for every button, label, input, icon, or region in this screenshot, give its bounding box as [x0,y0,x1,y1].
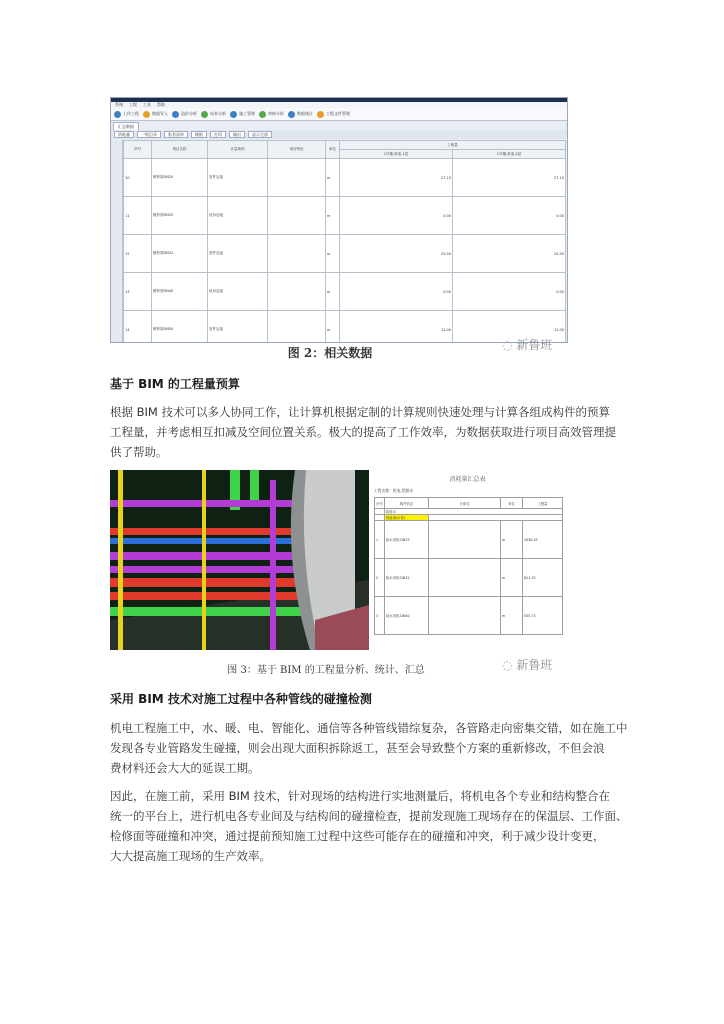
green-pipe [250,470,259,500]
watermark-text: 新鲁班 [516,338,553,352]
sheet-cell-unit: m [501,597,523,635]
cell-no: 14 [124,311,152,344]
paragraph-line: 费材料还会大大的延误工期。 [110,761,260,775]
import-icon [143,111,150,118]
sub-button-private[interactable]: 私有清单 [164,131,188,138]
side-panel [111,140,123,342]
cost-icon [201,111,208,118]
paragraph-line: 机电工程施工中，水、暖、电、智能化、通信等各种管线错综复杂，各管路走向密集交错，如在施工中 [110,721,628,735]
analysis-icon [172,111,179,118]
paragraph-collision-2 [110,786,628,866]
menu-item-tools[interactable]: 工具 [143,102,151,107]
sub-toolbar [111,130,568,139]
toolbar-button-stats[interactable] [288,110,313,118]
cell-rule: 管件连接 [208,159,268,197]
cell-unit: m [326,197,340,235]
purple-pipe [110,566,315,573]
paragraph-bim-estimation [110,402,620,462]
toolbar-button-upload[interactable] [114,110,139,118]
table-row[interactable] [124,273,566,311]
subcol-header-1: 1号楼-机电-1层 [340,150,453,159]
sheet-highlight-label: 管道(给水管) [385,515,429,521]
purple-riser-pipe [270,480,276,650]
table-row[interactable] [124,311,566,344]
sheet-row [375,597,563,635]
sheet-title: 消耗量汇总表 [449,476,486,483]
toolbar-button-import[interactable] [143,110,168,118]
sheet-cell-name: 给水用管-DN40 [385,597,429,635]
sheet-col-unit: 单位 [501,498,523,509]
cell-rule: 丝扣连接 [208,197,268,235]
sub-button-print[interactable]: 打印 [210,131,226,138]
cell-rule: 管件连接 [208,311,268,344]
upload-icon [114,111,121,118]
toolbar-label: 数据导入 [152,111,168,116]
sub-button-show-all[interactable]: 显示全部 [248,131,272,138]
paragraph-collision-1 [110,718,628,778]
menu-item-system[interactable]: 系统 [115,102,123,107]
audit-icon [259,111,266,118]
sheet-cell-unit: m [501,521,523,559]
table-row[interactable] [124,159,566,197]
blue-pipe [110,538,310,544]
figure-3 [110,470,566,650]
sheet-cell-formula [429,521,501,559]
purple-pipe [110,552,315,560]
col-header-no: 序号 [124,141,152,159]
cell-feature [268,197,326,235]
toolbar-button-cost[interactable] [201,110,226,118]
cell-no: 11 [124,197,152,235]
toolbar-label: 成本分析 [210,111,226,116]
yellow-pipe [118,470,123,650]
col-header-name: 项目名称 [152,141,208,159]
construction-icon [230,111,237,118]
yellow-pipe [202,470,206,650]
toolbar [111,108,568,121]
sheet-cell-name: 给水用管-DN25 [385,521,429,559]
cell-qty-2: 12.00 [453,311,566,344]
cell-no: 12 [124,235,152,273]
cell-name: 镀锌管DN32 [152,235,208,273]
red-pipe [110,528,310,535]
cell-unit: m [326,273,340,311]
subcol-header-2: 1号楼-机电-2层 [453,150,566,159]
watermark-logo [502,656,552,673]
cell-qty-2: 0.00 [453,197,566,235]
figure-3-caption: 图 3：基于 BIM 的工程量分析、统计、汇总 [227,665,425,676]
toolbar-button-construction[interactable] [230,110,255,118]
figure-2-software-screenshot [110,97,568,343]
cell-qty-1: 27.10 [340,159,453,197]
cell-qty-2: 0.00 [453,273,566,311]
cell-unit: m [326,311,340,344]
cell-name: 镀锌管DN20 [152,159,208,197]
purple-pipe [110,500,310,507]
paragraph-line: 工程量，并考虑相互扣减及空间位置关系。极大的提高了工作效率，为数据获取进行项目高效管理提 [110,425,616,439]
paragraph-line: 检修面等碰撞和冲突，通过提前预知施工过程中这些可能存在的碰撞和冲突，利于减少设计变更， [110,829,605,843]
sheet-project-label: 工程名称：机电-给排水 [374,488,414,493]
cell-name: 镀锌管DN50 [152,311,208,344]
sheet-cell-qty: 821.35 [523,559,563,597]
folder-icon [317,111,324,118]
sheet-cell-no: 3 [375,597,385,635]
figure-2-caption: 图 2：相关数据 [287,346,373,360]
sheet-row [375,521,563,559]
cell-qty-1: 0.00 [340,197,453,235]
cell-feature [268,159,326,197]
tab-summary[interactable]: 汇总数据 [113,122,139,131]
col-header-unit: 单位 [326,141,340,159]
col-header-feature: 项目特征 [268,141,326,159]
toolbar-label: 工程文件管理 [326,111,350,116]
section-heading-collision-detection: 采用 BIM 技术对施工过程中各种管线的碰撞检测 [110,692,372,706]
watermark-text: 新鲁班 [516,658,553,672]
sheet-col-qty: 工程量 [523,498,563,509]
red-pipe [110,578,320,587]
sheet-cell-no: 2 [375,559,385,597]
cell-qty-1: 0.00 [340,273,453,311]
cell-feature [268,311,326,344]
pipe-render-svg [110,470,369,650]
cell-feature [268,235,326,273]
col-header-quantity: 工程量 [340,141,566,150]
sub-button-template[interactable]: 模板 [191,131,207,138]
cell-qty-1: 12.00 [340,311,453,344]
stats-icon [288,111,295,118]
menu-item-help[interactable]: 帮助 [157,102,165,107]
sheet-row [375,559,563,597]
sheet-col-component: 构件信息 [385,498,429,509]
toolbar-label: 上传工程 [123,111,139,116]
toolbar-button-files[interactable] [317,110,350,118]
cell-unit: m [326,159,340,197]
cell-no: 13 [124,273,152,311]
cell-rule: 丝扣连接 [208,273,268,311]
cell-name: 镀锌管DN25 [152,197,208,235]
sheet-col-formula: 计算式 [429,498,501,509]
paragraph-line: 统一的平台上，进行机电各专业间及与结构间的碰撞检查，提前发现施工现场存在的保温层、工作面、 [110,809,628,823]
table-row[interactable] [124,197,566,235]
toolbar-label: 审核分析 [268,111,284,116]
sheet-col-no: 序号 [375,498,385,509]
consumption-summary-sheet [369,470,566,650]
cell-rule: 管件连接 [208,235,268,273]
sheet-group-label: 给排水 [385,509,563,515]
section-heading-bim-estimation: 基于 BIM 的工程量预算 [110,377,240,391]
cell-no: 10 [124,159,152,197]
cell-qty-2: 27.10 [453,159,566,197]
red-pipe [110,592,320,600]
sub-button-level1[interactable]: 一级目录 [137,131,161,138]
cell-qty-1: 25.50 [340,235,453,273]
cell-feature [268,273,326,311]
sub-button-export[interactable]: 输出 [229,131,245,138]
sheet-cell-qty: 555.75 [523,597,563,635]
watermark-icon: ◌ [502,338,513,352]
toolbar-label: 造价分析 [181,111,197,116]
watermark-icon: ◌ [502,658,513,672]
menu-item-project[interactable]: 工程 [129,102,137,107]
paragraph-line: 因此，在施工前，采用 BIM 技术，针对现场的结构进行实地测量后，将机电各个专业和结构整合在 [110,789,611,803]
cell-name: 镀锌管DN40 [152,273,208,311]
green-pipe [110,607,320,616]
sub-button-consumption[interactable]: 消耗量 [114,131,134,138]
paragraph-line: 发现各专业管路发生碰撞，则会出现大面积拆除返工，甚至会导致整个方案的重新修改，不但会浪 [110,741,605,755]
data-grid [123,140,565,342]
toolbar-label: 施工管理 [239,111,255,116]
sheet-cell-formula [429,597,501,635]
cell-unit: m [326,235,340,273]
watermark-logo [502,336,552,353]
sheet-cell-formula [429,559,501,597]
sheet-cell-no: 1 [375,521,385,559]
cell-qty-2: 25.50 [453,235,566,273]
sheet-cell-qty: 1030.45 [523,521,563,559]
col-header-rule: 计量规则 [208,141,268,159]
paragraph-line: 供了帮助。 [110,445,168,459]
table-row[interactable] [124,235,566,273]
toolbar-button-analysis[interactable] [172,110,197,118]
paragraph-line: 根据 BIM 技术可以多人协同工作，让计算机根据定制的计算规则快速处理与计算各组成构件的预算 [110,405,611,419]
toolbar-label: 数据统计 [297,111,313,116]
bim-pipe-render [110,470,369,650]
toolbar-button-audit[interactable] [259,110,284,118]
paragraph-line: 大大提高施工现场的生产效率。 [110,849,271,863]
sheet-cell-name: 给水用管-DN32 [385,559,429,597]
sheet-cell-unit: m [501,559,523,597]
